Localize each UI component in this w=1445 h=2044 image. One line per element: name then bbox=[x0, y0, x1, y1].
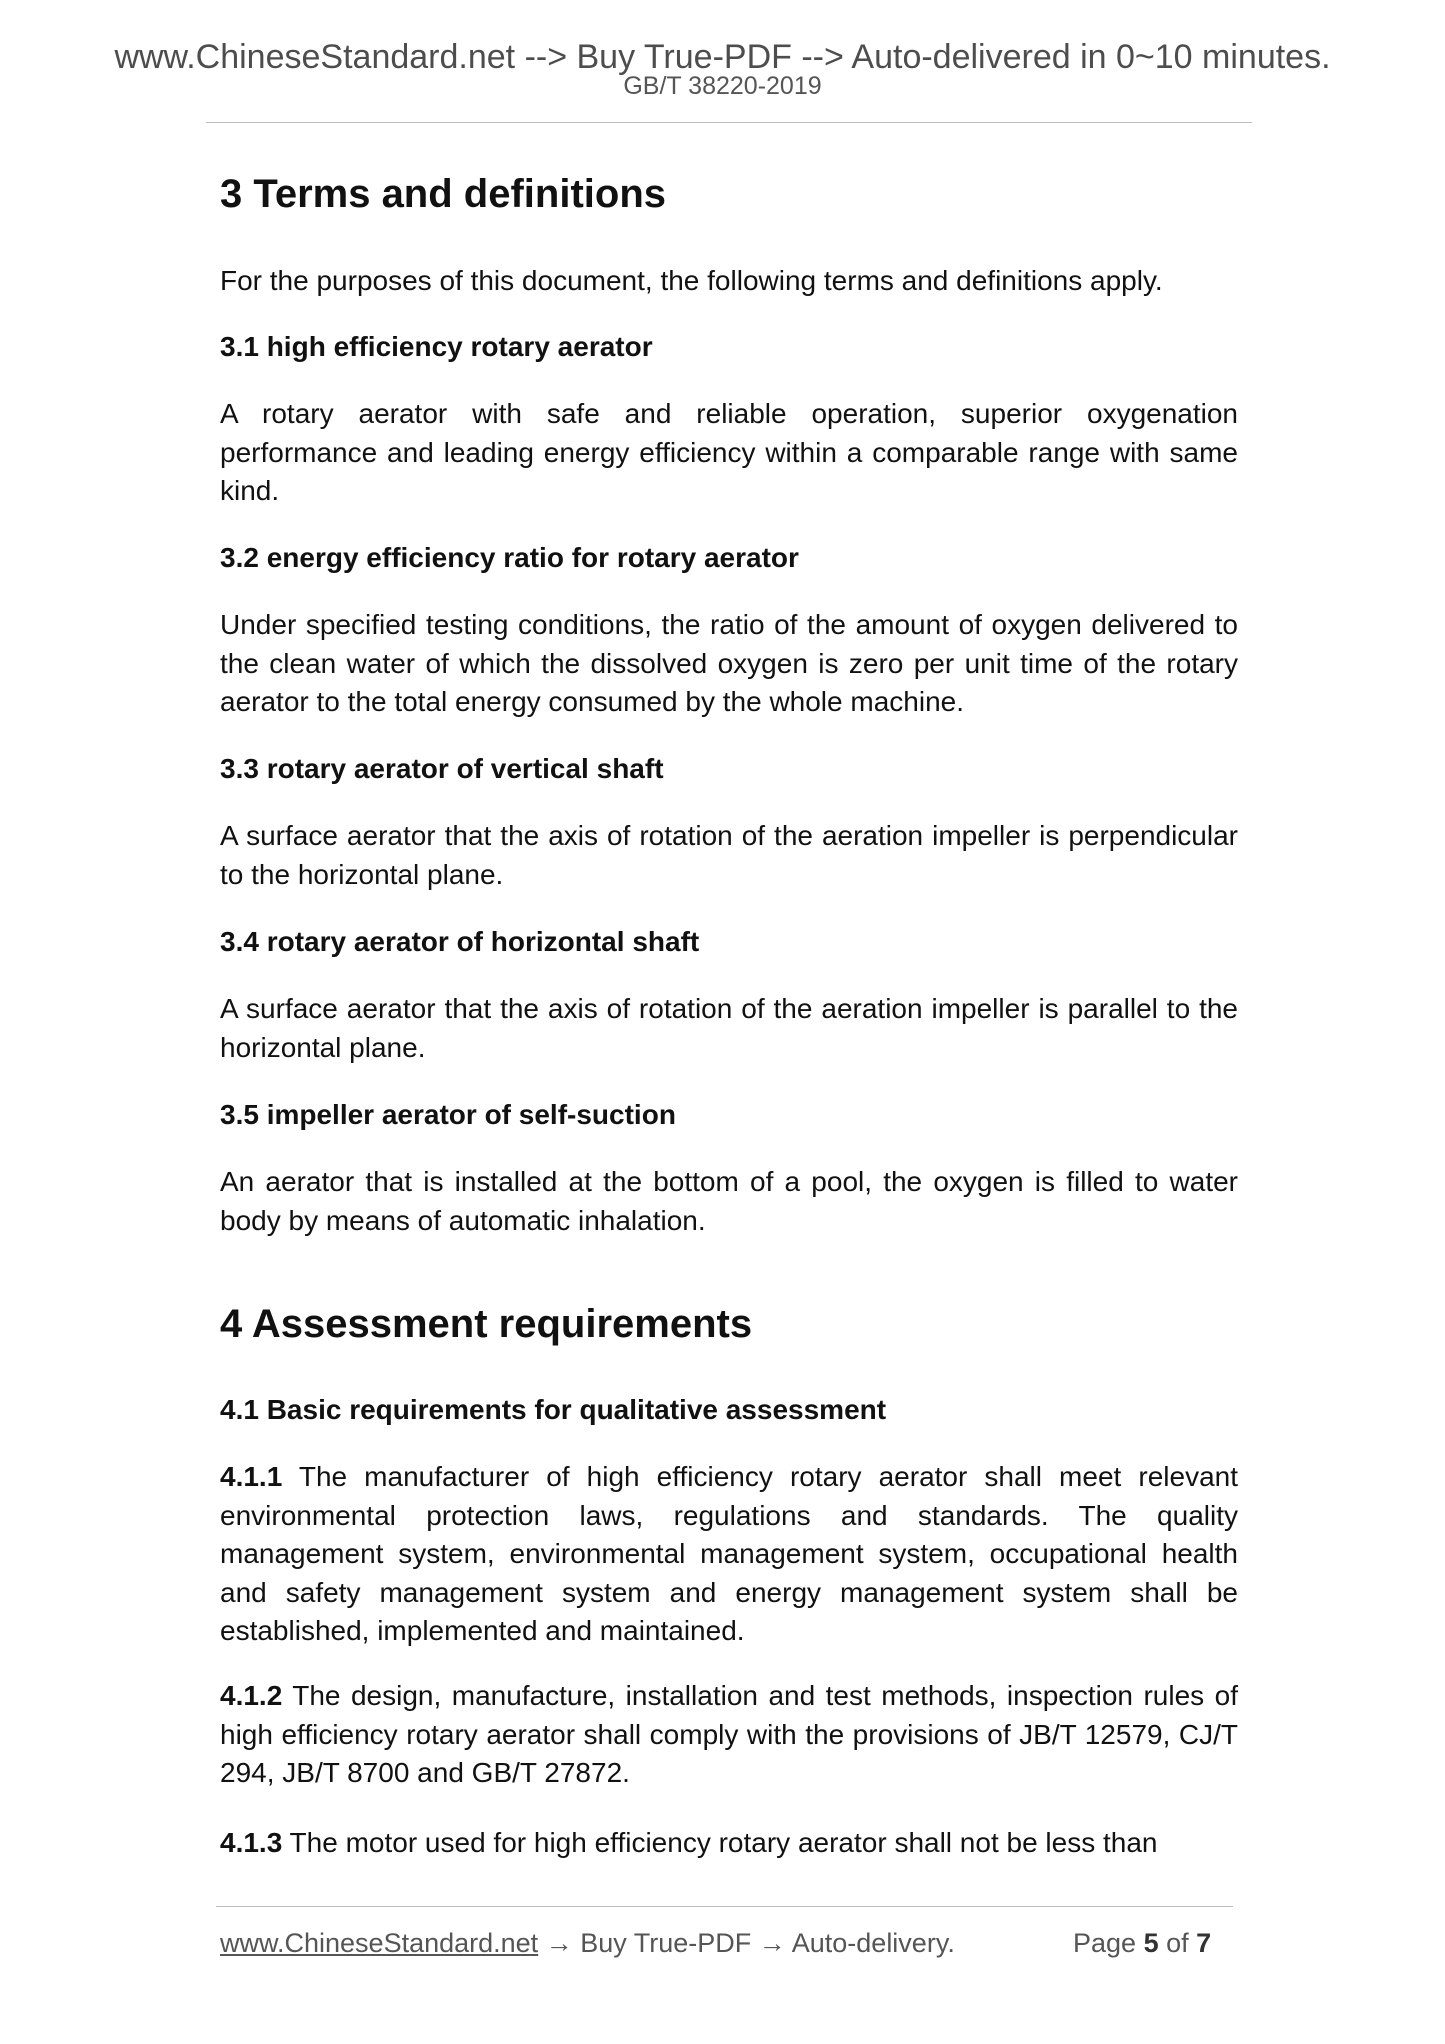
footer-divider bbox=[216, 1906, 1233, 1907]
page-of-label: of bbox=[1158, 1928, 1197, 1958]
term-3-1-definition: A rotary aerator with safe and reliable operation, superior oxygenation performance and leading energy efficiency within a comparable range with same kind. bbox=[220, 398, 1238, 506]
footer-promo bbox=[220, 1928, 955, 1958]
term-3-3-definition: A surface aerator that the axis of rotation of the aeration impeller is perpendicular to the horizontal plane. bbox=[220, 820, 1238, 890]
header-divider bbox=[206, 122, 1252, 123]
term-3-3-heading: 3.3 rotary aerator of vertical shaft bbox=[220, 753, 664, 784]
section-4-title: 4 Assessment requirements bbox=[220, 1302, 753, 1346]
term-3-1-heading: 3.1 high efficiency rotary aerator bbox=[220, 331, 653, 362]
term-3-5-definition: An aerator that is installed at the bottom of a pool, the oxygen is filled to water body by means of automatic inhalation. bbox=[220, 1166, 1238, 1236]
term-3-4-definition: A surface aerator that the axis of rotation of the aeration impeller is parallel to the horizontal plane. bbox=[220, 993, 1238, 1063]
term-3-4-heading: 3.4 rotary aerator of horizontal shaft bbox=[220, 926, 700, 957]
standard-code: GB/T 38220-2019 bbox=[623, 72, 822, 100]
page-current: 5 bbox=[1143, 1928, 1159, 1958]
clause-text: The design, manufacture, installation and test methods, inspection rules of high efficiency rotary aerator shall comply with the provisions of JB/T 12579, CJ/T 294, JB/T 8700 and GB/T 27872. bbox=[220, 1680, 1238, 1788]
clause-number: 4.1.1 bbox=[220, 1461, 283, 1492]
clause-4-1-3 bbox=[220, 1824, 1238, 1863]
clause-text: The motor used for high efficiency rotary aerator shall not be less than bbox=[282, 1827, 1158, 1858]
clause-number: 4.1.2 bbox=[220, 1680, 283, 1711]
clause-number: 4.1.3 bbox=[220, 1827, 283, 1858]
clause-4-1-1 bbox=[220, 1458, 1238, 1651]
clause-4-1-2 bbox=[220, 1677, 1238, 1793]
footer-site-link[interactable]: www.ChineseStandard.net bbox=[220, 1928, 539, 1958]
footer-tagline: → Buy True-PDF → Auto-delivery. bbox=[538, 1928, 955, 1958]
term-3-2-heading: 3.2 energy efficiency ratio for rotary aerator bbox=[220, 542, 799, 573]
term-3-5-heading: 3.5 impeller aerator of self-suction bbox=[220, 1099, 676, 1130]
section-3-intro: For the purposes of this document, the following terms and definitions apply. bbox=[220, 265, 1163, 296]
clause-text: The manufacturer of high efficiency rotary aerator shall meet relevant environmental protection laws, regulations and standards. The quality management system, environmental management system, occupational health and safety management system and energy management system shall be established, implemented and maintained. bbox=[220, 1461, 1238, 1646]
page-label: Page bbox=[1073, 1928, 1144, 1958]
promo-banner[interactable]: www.ChineseStandard.net --> Buy True-PDF --> Auto-delivered in 0~10 minutes. bbox=[114, 38, 1331, 76]
term-3-2-definition: Under specified testing conditions, the ratio of the amount of oxygen delivered to the clean water of which the dissolved oxygen is zero per unit time of the rotary aerator to the total energy consumed by the whole machine. bbox=[220, 609, 1238, 717]
subsection-4-1-title: 4.1 Basic requirements for qualitative assessment bbox=[220, 1394, 887, 1425]
section-3-title: 3 Terms and definitions bbox=[220, 172, 666, 216]
page-indicator bbox=[1073, 1928, 1211, 1958]
page-total: 7 bbox=[1196, 1928, 1212, 1958]
